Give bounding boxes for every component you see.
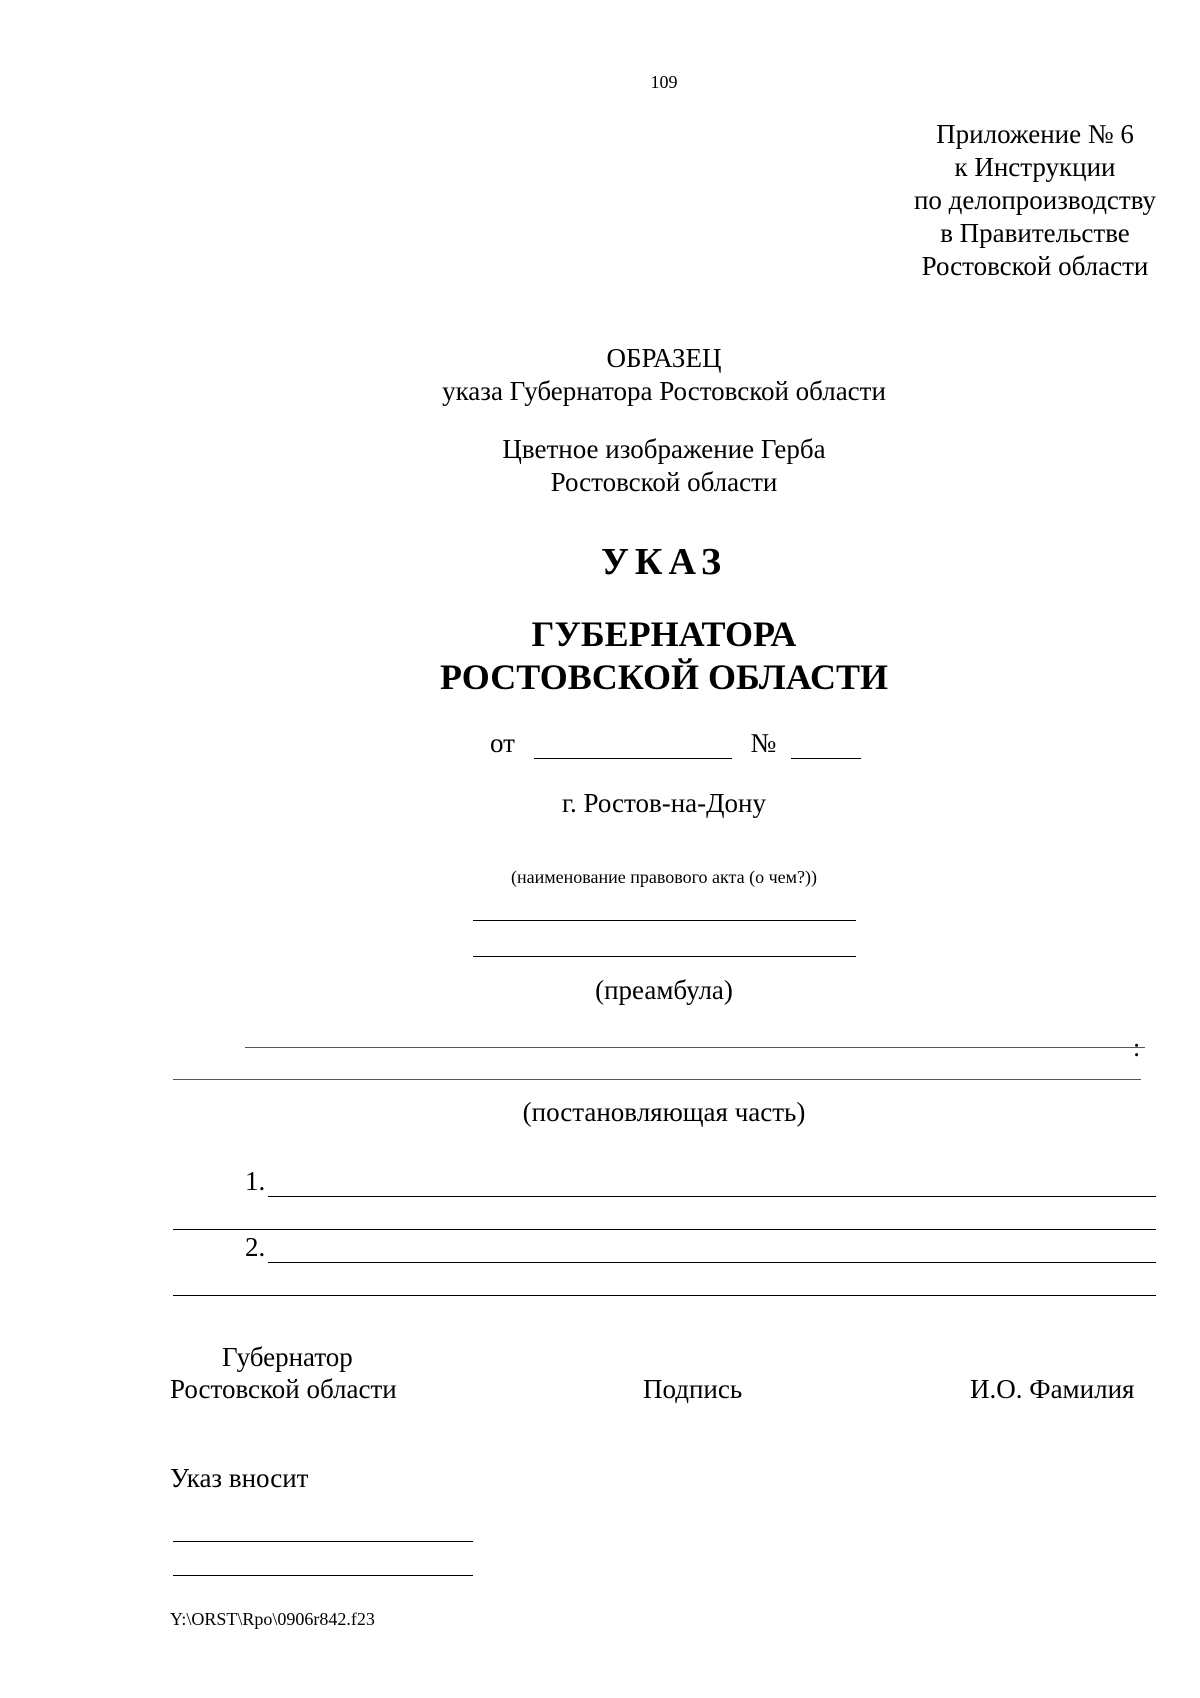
- preamble-label: (преамбула): [595, 975, 733, 1005]
- operative-label: (постановляющая часть): [522, 1097, 806, 1127]
- appendix-line: по делопроизводству: [913, 185, 1157, 215]
- act-name-line-1[interactable]: [473, 920, 856, 921]
- preamble-line-2[interactable]: [173, 1079, 1141, 1080]
- signature-placeholder: Подпись: [643, 1374, 743, 1404]
- item-1-line[interactable]: [268, 1196, 1156, 1197]
- coat-of-arms-placeholder: [0, 433, 1200, 499]
- sample-header: [0, 342, 1200, 408]
- sample-heading: ОБРАЗЕЦ: [606, 343, 722, 373]
- item-number-1: 1.: [245, 1166, 266, 1196]
- city-name: г. Ростов-на-Дону: [561, 788, 766, 818]
- signer-position-line-1: Губернатор: [222, 1342, 353, 1372]
- preamble-line-1[interactable]: [245, 1047, 1145, 1048]
- submitted-by-label: Указ вносит: [170, 1463, 309, 1493]
- item-1-continuation-line[interactable]: [173, 1229, 1156, 1230]
- signer-position-line-2: Ростовской области: [170, 1374, 397, 1404]
- coat-line-2: Ростовской области: [550, 467, 778, 497]
- appendix-note: [850, 118, 1200, 283]
- appendix-line: к Инструкции: [954, 152, 1116, 182]
- file-path: Y:\ORST\Rpo\0906r842.f23: [170, 1609, 375, 1629]
- number-sign: №: [750, 728, 777, 758]
- preamble-colon: :: [1133, 1033, 1141, 1062]
- act-name-line-2[interactable]: [473, 956, 856, 957]
- item-2-continuation-line[interactable]: [173, 1295, 1156, 1296]
- item-number-2: 2.: [245, 1232, 266, 1262]
- decree-subtitle-line-2: РОСТОВСКОЙ ОБЛАСТИ: [440, 657, 888, 697]
- coat-line-1: Цветное изображение Герба: [502, 434, 826, 464]
- appendix-line: Ростовской области: [921, 251, 1149, 281]
- submitter-line-2[interactable]: [173, 1575, 473, 1576]
- item-2-line[interactable]: [268, 1262, 1156, 1263]
- appendix-line: Приложение № 6: [936, 119, 1134, 149]
- signer-name: И.О. Фамилия: [970, 1374, 1135, 1404]
- decree-title: УКАЗ: [601, 541, 727, 583]
- decree-subtitle: [0, 613, 1200, 699]
- decree-subtitle-line-1: ГУБЕРНАТОРА: [531, 614, 797, 654]
- date-blank[interactable]: [534, 732, 732, 759]
- date-number-line: [490, 728, 861, 764]
- page-number: 109: [650, 72, 678, 92]
- act-name-hint: (наименование правового акта (о чем?)): [510, 867, 818, 887]
- date-prefix: от: [490, 728, 515, 758]
- number-blank[interactable]: [791, 732, 861, 759]
- submitter-line-1[interactable]: [173, 1541, 473, 1542]
- sample-subheading: указа Губернатора Ростовской области: [442, 376, 886, 406]
- appendix-line: в Правительстве: [940, 218, 1130, 248]
